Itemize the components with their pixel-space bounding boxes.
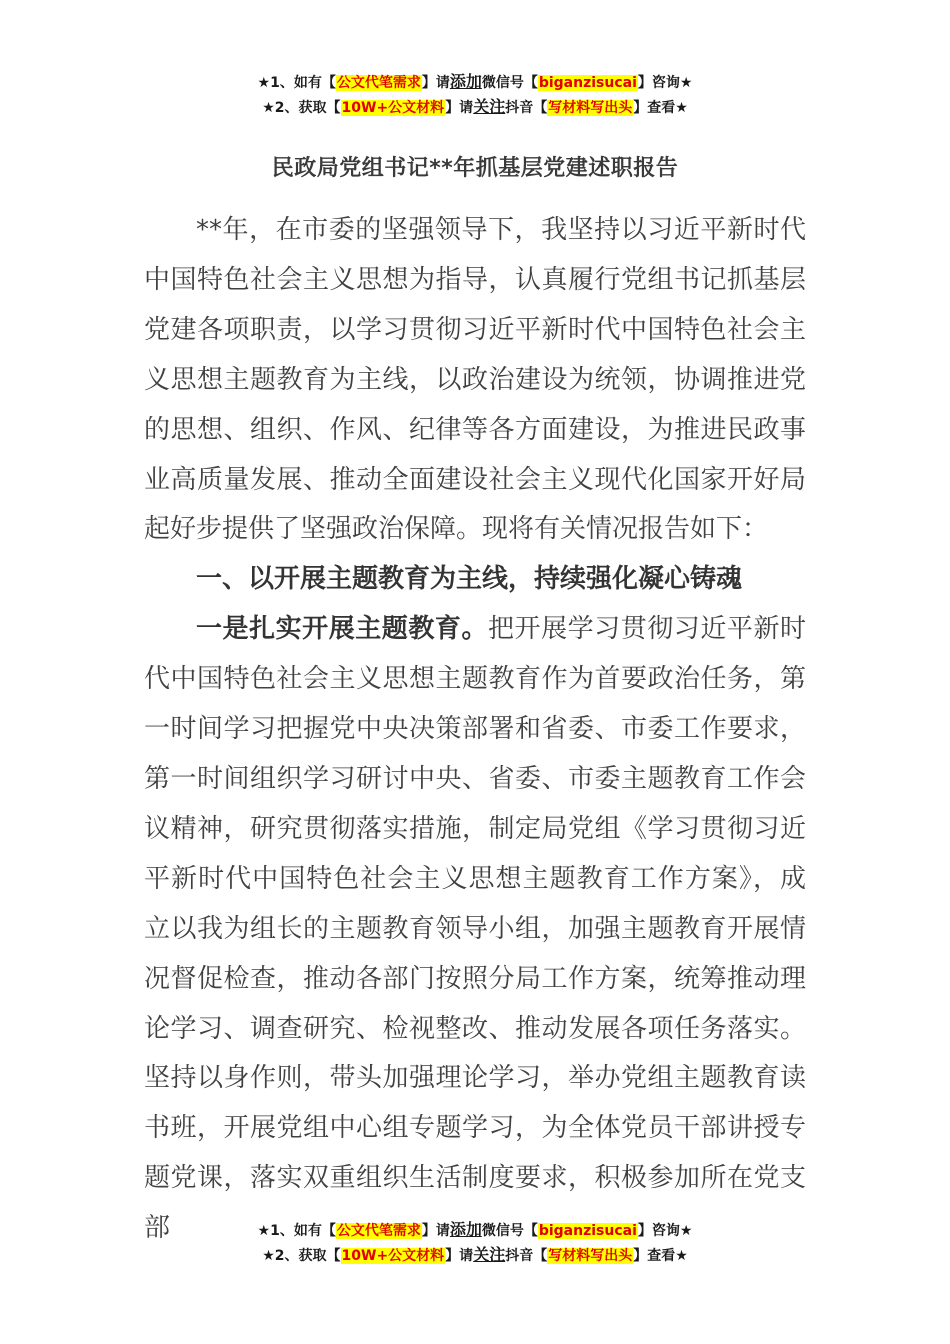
promo-underline: 添加 [449,72,482,91]
promo-text: 】请 [421,1223,450,1239]
document-body [144,206,806,1254]
promo-underline: 关注 [473,1245,506,1264]
promo-text: ★2、获取【 [262,1248,341,1264]
promo-text: 抖音【 [505,100,548,116]
body-paragraph [144,605,806,1254]
document-title: 民政局党组书记**年抓基层党建述职报告 [271,156,679,181]
promo-line-1 [0,1218,950,1243]
wechat-id-highlight: biganzisucai [538,1223,637,1239]
paragraph-text: 把开展学习贯彻习近平新时代中国特色社会主义思想主题教育作为首要政治任务，第一时间学习把握党中央决策部署和省委、市委工作要求，第一时间组织学习研讨中央、省委、市委主题教育工作会议精神，研究贯彻落实措施，制定局党组《学习贯彻习近平新时代中国特色社会主义思想主题教育工作方案》，成立以我为组长的主题教育领导小组，加强主题教育开展情况督促检查，推动各部门按照分局工作方案，统筹推动理论学习、调查研究、检视整改、推动发展各项任务落实。坚持以身作则，带头加强理论学习，举办党组主题教育读书班，开展党组中心组专题学习，为全体党员干部讲授专题党课，落实双重组织生活制度要求，积极参加所在党支部 [144,614,806,1244]
wechat-id-highlight: biganzisucai [538,75,637,91]
douyin-id-highlight: 写材料写出头 [548,1248,633,1264]
promo-text: 抖音【 [505,1248,548,1264]
promo-text: 】查看★ [633,100,688,116]
promo-line-2 [0,95,950,120]
douyin-id-highlight: 写材料写出头 [548,100,633,116]
promo-text: 】咨询★ [637,75,693,91]
promo-line-1 [0,70,950,95]
promo-text: 】请 [445,100,474,116]
promo-highlight: 公文代笔需求 [336,1223,421,1239]
promo-banner-bottom [0,1218,950,1268]
promo-text: 】请 [421,75,450,91]
intro-paragraph: **年，在市委的坚强领导下，我坚持以习近平新时代中国特色社会主义思想为指导，认真履行党组书记抓基层党建各项职责，以学习贯彻习近平新时代中国特色社会主义思想主题教育为主线，以政治建设为统领，协调推进党的思想、组织、作风、纪律等各方面建设，为推进民政事业高质量发展、推动全面建设社会主义现代化国家开好局起好步提供了坚强政治保障。现将有关情况报告如下： [144,215,806,545]
promo-text: 微信号【 [481,1223,538,1239]
promo-banner-top [0,70,950,120]
promo-text: 】查看★ [633,1248,688,1264]
promo-underline: 关注 [473,97,506,116]
promo-text: ★1、如有【 [257,75,336,91]
promo-highlight: 10W+公文材料 [341,1248,445,1264]
promo-text: ★1、如有【 [257,1223,336,1239]
paragraph-lead: 一是扎实开展主题教育。 [196,614,488,645]
promo-text: 】请 [445,1248,474,1264]
promo-text: ★2、获取【 [262,100,341,116]
promo-underline: 添加 [449,1220,482,1239]
promo-text: 微信号【 [481,75,538,91]
section-heading: 一、以开展主题教育为主线，持续强化凝心铸魂 [196,564,743,595]
promo-highlight: 10W+公文材料 [341,100,445,116]
promo-highlight: 公文代笔需求 [336,75,421,91]
promo-text: 】咨询★ [637,1223,693,1239]
promo-line-2 [0,1243,950,1268]
